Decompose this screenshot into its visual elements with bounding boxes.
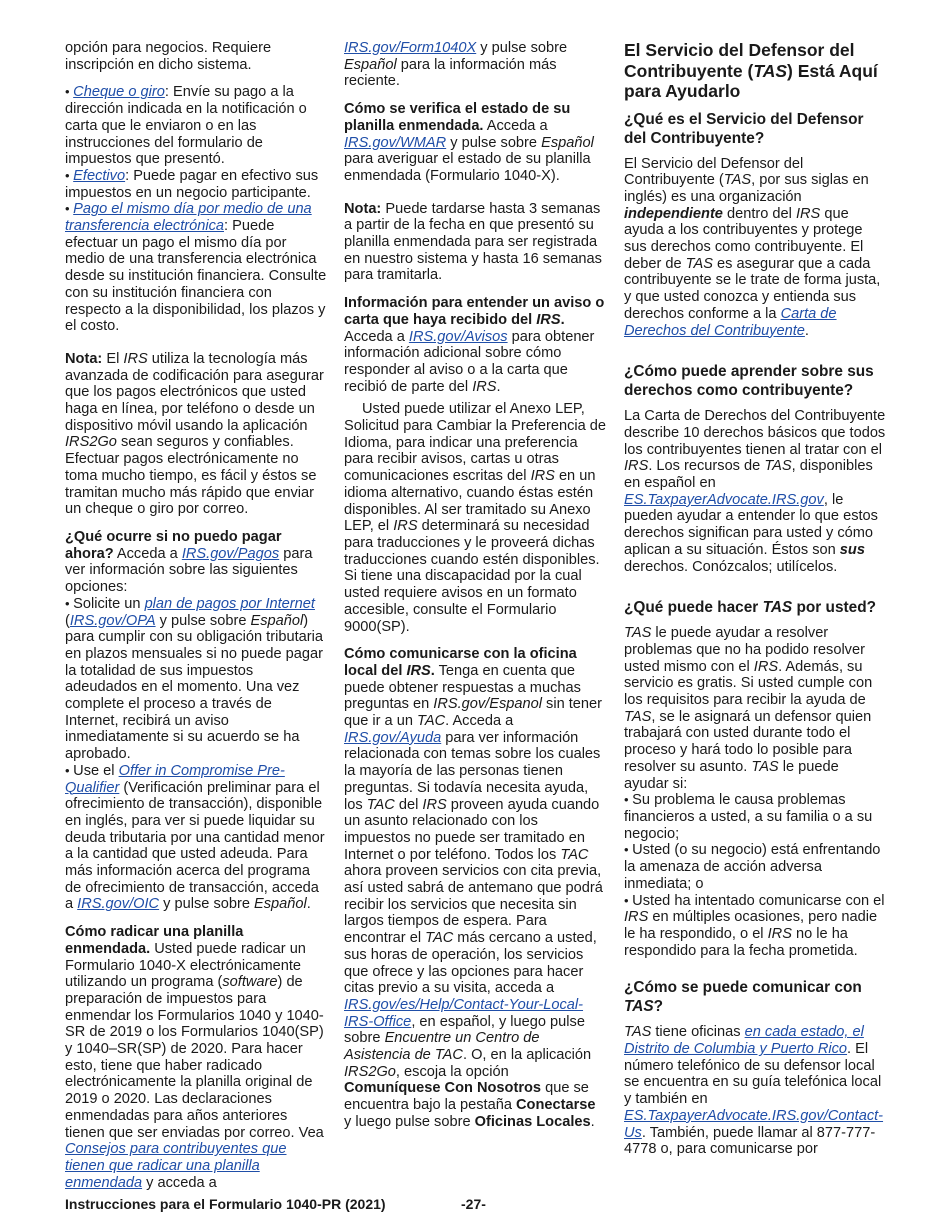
paragraph: [624, 408, 886, 575]
text: en múltiples ocasiones, pero nadie le ha respondido, o el: [624, 909, 878, 942]
text: para ver información relacionada con temas sobre los cuales la mayoría de las personas tienen preguntas. Si todavía necesita ayuda, los: [344, 729, 601, 813]
text: TAS: [624, 998, 654, 1016]
text: y pulse sobre: [155, 612, 251, 629]
bullet-icon: •: [624, 792, 633, 808]
text: TAS: [753, 60, 788, 81]
text: TAC: [417, 713, 446, 730]
bullet-item: [65, 596, 327, 763]
link-pago-mismo-dia[interactable]: Pago el mismo día por medio de una transferencia electrónica: [65, 201, 312, 235]
paragraph: [624, 156, 886, 340]
text: Español: [250, 612, 304, 629]
bullet-icon: •: [624, 842, 633, 858]
spacer: [624, 586, 886, 598]
column-right: [624, 40, 886, 1169]
text: IRS: [624, 458, 649, 475]
question-heading: Información para entender un aviso o carta que haya recibido del: [344, 295, 605, 328]
nota-paragraph: [344, 201, 606, 285]
text: ¿Qué puede hacer: [624, 599, 763, 617]
link-efectivo[interactable]: Efectivo: [73, 167, 126, 184]
nota-paragraph: [65, 351, 327, 518]
nota-label: Nota:: [344, 200, 382, 217]
bullet-icon: •: [65, 595, 74, 611]
text: IRS: [123, 350, 148, 367]
footer-title: Instrucciones para el Formulario 1040-PR (2021): [65, 1196, 386, 1212]
text: TAC: [425, 930, 454, 947]
text: IRS: [624, 909, 649, 926]
bullet-icon: •: [65, 84, 74, 100]
text: El Servicio del Defensor del Contribuyente (: [624, 40, 855, 81]
link-cheque-giro[interactable]: Cheque o giro: [73, 84, 165, 101]
text: por usted?: [792, 599, 876, 617]
text: que ayuda a los contribuyentes y protege sus derechos como contribuyente. El deber de: [624, 205, 864, 272]
text: tiene oficinas: [651, 1024, 745, 1041]
link-irs-oic[interactable]: IRS.gov/OIC: [77, 896, 160, 913]
text: . Además, su servicio es gratis. Si usted cumple con los requisitos para recibir la ayuda de: [624, 658, 873, 709]
text: Acceda a: [483, 117, 548, 134]
text: : Envíe su pago a la dirección indicada en la notificación o carta que le enviaron o en las instrucciones del formulario de impuestos que presentó.: [65, 84, 307, 168]
text: Acceda a: [113, 545, 182, 562]
text: IRS2Go: [65, 434, 117, 451]
link-offer-in-compromise[interactable]: Offer in Compromise Pre-Qualifier: [65, 762, 285, 796]
text: Usted ha intentado comunicarse con el: [632, 892, 885, 909]
bullet-item: [624, 893, 886, 960]
text: le puede ayudar a resolver problemas que no ha podido resolver usted mismo con el: [624, 625, 865, 675]
text: sus: [839, 541, 865, 558]
question-paragraph: [65, 529, 327, 596]
text: ¿Cómo puede aprender sobre sus derechos como contribuyente?: [624, 363, 874, 400]
paragraph: [65, 40, 327, 73]
text: . También, puede llamar al 877-777-4778 o, para comunicarse por: [624, 1124, 876, 1158]
text: Conectarse: [516, 1097, 596, 1114]
link-irs-avisos[interactable]: IRS.gov/Avisos: [408, 328, 508, 345]
text: utiliza la tecnología más avanzada de codificación para asegurar que los pagos electrónicos que usted haga en línea, por teléfono o desde un dispositivo móvil usando la aplicación: [65, 350, 324, 434]
nota-label: Nota:: [65, 350, 103, 367]
text: que se encuentra bajo la pestaña: [344, 1080, 589, 1114]
text: Encuentre un Centro de Asistencia de TAC: [344, 1030, 540, 1064]
link-irs-pagos[interactable]: IRS.gov/Pagos: [181, 545, 280, 562]
text: . O, en la aplicación: [462, 1047, 592, 1064]
text: TAS: [762, 599, 793, 617]
text: El Servicio del Defensor del Contribuyente (: [624, 155, 804, 189]
text: . Acceda a: [445, 713, 514, 730]
text: sin tener que ir a un: [344, 696, 603, 730]
text: IRS: [795, 205, 821, 222]
text: es asegurar que a cada contribuyente se le trate de forma justa, y que usted conozca y entienda sus derechos conforme a la: [624, 255, 881, 322]
text: TAS: [723, 172, 752, 189]
question-paragraph: [344, 646, 606, 1130]
text: IRS: [767, 925, 792, 942]
text: Use el: [73, 762, 119, 779]
question-heading: Cómo comunicarse con la oficina local del: [344, 646, 577, 679]
text: más cercano a usted, sus horas de operación, los servicios que ofrece y las opciones para hacer citas previo a su visita, acceda a: [344, 930, 597, 997]
bullet-icon: •: [65, 167, 74, 183]
section-title: [624, 40, 886, 102]
text: TAS: [685, 255, 713, 272]
text: determinará su necesidad para traducciones y le proveerá dichas traducciones cuando estén disponibles. Si tiene una discapacidad por la cual usted requiere avisos en un formato accesible, consulte el Formulario 9000(SP).: [344, 518, 600, 635]
text: ) Está Aquí para Ayudarlo: [624, 60, 878, 101]
link-contact-local-office[interactable]: IRS.gov/es/Help/Contact-Your-Local-IRS-Office: [344, 996, 584, 1030]
link-oficinas-estados[interactable]: en cada estado, el Distrito de Columbia y Puerto Rico: [624, 1024, 864, 1058]
text: (Verificación preliminar para el ofrecimiento de transacción), disponible en inglés, para ver si puede liquidar su deuda tributaria por una cantidad menor a la cantidad que usted adeuda. Para más información acerca del programa de ofrecimiento de transacción, acceda a: [65, 779, 325, 913]
bullet-item: [624, 842, 886, 892]
link-contact-us[interactable]: ES.TaxpayerAdvocate.IRS.gov/Contact-Us: [624, 1107, 884, 1141]
text: IRS: [536, 311, 561, 328]
text: Su problema le causa problemas financieros a usted, a su familia o a su negocio;: [624, 792, 873, 842]
bullet-item: [65, 201, 327, 335]
text: TAS: [751, 758, 779, 775]
text: El: [102, 350, 124, 367]
text: IRS: [530, 468, 555, 485]
text: software: [222, 974, 278, 991]
spacer: [624, 970, 886, 978]
text: Solicite un: [73, 595, 145, 612]
paragraph: [344, 401, 606, 635]
text: en un idioma alternativo, cuando éstas estén disponibles. Al ser tramitado su Anexo LEP, el: [344, 468, 596, 535]
text: IRS: [393, 518, 418, 535]
page-number: -27-: [461, 1196, 486, 1212]
text: .: [496, 378, 501, 395]
spacer: [624, 350, 886, 362]
text: , en español, y luego pulse sobre: [344, 1013, 585, 1047]
bullet-icon: •: [65, 762, 74, 778]
text: y pulse sobre: [446, 134, 542, 151]
text: TAS: [624, 1024, 652, 1041]
text: ) de preparación de impuestos para enmendar los Formularios 1040 y 1040-SR de 2019 o los Formularios 1040(SP) y 1040–SR(SP) de 2020. Para hacer esto, tiene que haber radicado electrónicamente la planilla original de 2019 o 2020. Las declaraciones enmendadas para años anteriores tienen que ser enviadas por correo. Vea: [65, 974, 324, 1141]
text: no le ha respondido para la fecha prometida.: [624, 925, 858, 959]
text: TAS: [764, 458, 792, 475]
question-heading: Cómo radicar una planilla enmendada.: [65, 924, 244, 957]
question-paragraph: [65, 924, 327, 1191]
text: TAS: [624, 708, 652, 725]
link-irs-ayuda[interactable]: IRS.gov/Ayuda: [344, 729, 442, 746]
paragraph: [624, 1024, 886, 1158]
text: ¿Qué es el Servicio del Defensor del Contribuyente?: [624, 110, 864, 147]
question-heading: Cómo se verifica el estado de su planilla enmendada.: [344, 101, 571, 134]
text: IRS2Go: [344, 1063, 396, 1080]
text: ¿Cómo se puede comunicar con: [624, 979, 862, 997]
text: TAS: [624, 625, 652, 642]
text: Español: [254, 896, 307, 913]
text: .: [306, 896, 311, 913]
text: IRS: [472, 378, 497, 395]
text: Español: [541, 134, 594, 151]
text: para ver información sobre las siguientes opciones:: [65, 545, 313, 596]
text: Puede tardarse hasta 3 semanas a partir de la fecha en que presentó su planilla enmendada para ser registrada en nuestro sistema y hasta 16 semanas para tramitarla.: [344, 200, 602, 284]
text: para averiguar el estado de su planilla enmendada (Formulario 1040-X).: [344, 151, 591, 184]
text: , le pueden ayudar a entender lo que estos derechos significan para usted y cómo aplican a su situación. Éstos son: [624, 491, 878, 558]
text: y pulse sobre: [476, 40, 568, 56]
link-taxpayer-advocate[interactable]: ES.TaxpayerAdvocate.IRS.gov: [624, 491, 824, 508]
text: sean seguros y confiables. Efectuar pagos electrónicamente no toma mucho tiempo, es fácil y éstos se tramitan mucho más rápido que enviar un cheque o giro por correo.: [65, 434, 317, 518]
text: opción para negocios. Requiere inscripción en dicho sistema.: [65, 40, 272, 73]
text: Español: [344, 56, 397, 73]
text: .: [590, 1113, 595, 1130]
paragraph: [344, 40, 606, 90]
text: Comuníquese Con Nosotros: [344, 1080, 542, 1097]
subsection-heading: [624, 110, 886, 148]
text: derechos. Conózcalos; utilícelos.: [624, 558, 838, 575]
text: Oficinas Locales: [474, 1113, 591, 1130]
text: ?: [653, 998, 664, 1016]
text: IRS: [753, 658, 779, 675]
link-irs-wmar[interactable]: IRS.gov/WMAR: [344, 134, 447, 151]
text: ahora proveen servicios con cita previa, así usted sabrá de antemano que podrá recibir los servicios que necesita sin largos tiempos de espera. Para encontrar el: [344, 863, 603, 947]
text: Acceda a: [344, 328, 409, 345]
question-paragraph: [344, 101, 606, 185]
subsection-heading: [624, 598, 886, 617]
text: dentro del: [722, 205, 796, 222]
text: TAC: [366, 796, 395, 813]
text: y pulse sobre: [159, 896, 255, 913]
column-middle: [344, 40, 606, 1142]
subsection-heading: [624, 978, 886, 1016]
text: , se le asignará un defensor quien trabajará con usted durante todo el proceso y hará todo lo posible para resolver su asunto.: [624, 708, 872, 775]
text: . Los recursos de: [648, 458, 765, 475]
text: : Puede efectuar un pago el mismo día por medio de una transferencia electrónica desde su institución financiera. Consulte con su institución financiera con respecto a la disponibilidad, los plazos y el costo.: [65, 218, 327, 335]
text: (: [65, 612, 70, 629]
text: , disponibles en español en: [624, 458, 873, 492]
subsection-heading: [624, 362, 886, 400]
text: del: [394, 796, 423, 813]
text: .: [560, 311, 565, 328]
link-consejos-planilla-enmendada[interactable]: Consejos para contribuyentes que tienen que radicar una planilla enmendada: [65, 1141, 287, 1191]
question-heading: ¿Qué ocurre si no puedo pagar ahora?: [65, 528, 282, 562]
text: y acceda a: [142, 1174, 217, 1191]
paragraph: [624, 625, 886, 792]
text: , por sus siglas en inglés) es una organización: [624, 172, 869, 205]
text: independiente: [624, 205, 723, 222]
bullet-icon: •: [65, 201, 74, 217]
text: .: [804, 322, 809, 339]
text: IRS: [422, 796, 447, 813]
text: y luego pulse sobre: [344, 1113, 475, 1130]
bullet-item: [65, 168, 327, 201]
column-left: [65, 40, 327, 1202]
bullet-icon: •: [624, 892, 633, 908]
link-carta-de-derechos[interactable]: Carta de Derechos del Contribuyente: [624, 305, 837, 339]
text: IRS: [406, 662, 431, 679]
text: le puede ayudar si:: [624, 758, 839, 792]
text: ) para cumplir con su obligación tributaria en plazos mensuales si no puede pagar la totalidad de sus impuestos adeudados en el momento. Una vez complete el proceso a través de Internet, recibirá un aviso inmediatamente si su acuerdo se ha aprobado.: [65, 612, 323, 763]
text: IRS.gov/Espanol: [433, 696, 542, 713]
text: , escoja la opción: [395, 1063, 509, 1080]
link-plan-de-pagos[interactable]: plan de pagos por Internet: [144, 595, 315, 612]
bullet-item: [65, 84, 327, 168]
bullet-item: [65, 763, 327, 913]
question-paragraph: [344, 295, 606, 395]
text: para la información más reciente.: [344, 56, 557, 90]
text: : Puede pagar en efectivo sus impuestos en un negocio participante.: [65, 167, 319, 201]
text: TAC: [560, 846, 589, 863]
link-irs-form1040x[interactable]: IRS.gov/Form1040X: [344, 40, 477, 56]
text: para obtener información adicional sobre cómo responder al aviso o a la carta que recibió de parte del: [344, 328, 595, 395]
text: Usted puede radicar un Formulario 1040-X electrónicamente utilizando un programa (: [65, 940, 306, 991]
text: Tenga en cuenta que puede obtener respuestas a muchas preguntas en: [344, 662, 581, 713]
text: proveen ayuda cuando un asunto relacionado con los impuestos no puede ser tramitado en Internet o por teléfono. Todos los: [344, 796, 600, 863]
text: . El número telefónico de su defensor local se encuentra en su guía telefónica local y también en: [624, 1041, 882, 1108]
bullet-item: [624, 792, 886, 842]
link-irs-opa[interactable]: IRS.gov/OPA: [69, 612, 156, 629]
text: Usted puede utilizar el Anexo LEP, Solicitud para Cambiar la Preferencia de Idioma, para indicar una preferencia para recibir avisos, cartas u otras comunicaciones escritas del: [344, 401, 607, 485]
text: .: [430, 662, 435, 679]
text: La Carta de Derechos del Contribuyente describe 10 derechos básicos que todos los contribuyentes tienen al tratar con el: [624, 408, 886, 458]
text: Usted (o su negocio) está enfrentando la amenaza de acción adversa inmediata; o: [624, 842, 881, 892]
